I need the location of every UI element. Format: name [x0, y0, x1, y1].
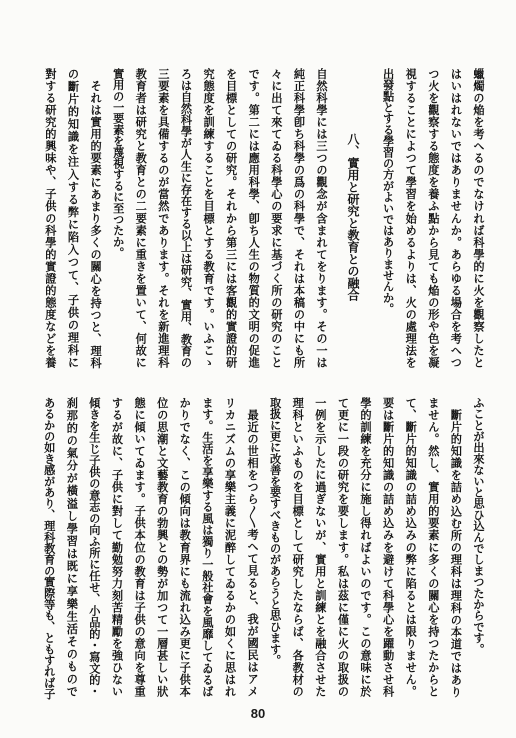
text-column: 純正科學卽ち科學の爲の科學で、それは本稿の中にも所: [292, 68, 307, 368]
text-column: あるかの如き感があり、理科教育の實際等も、ともすれば子: [42, 397, 57, 700]
text-column: 斷片的知識を詰め込む所の理科は理科の本道ではあり: [449, 408, 464, 697]
text-column: て更に一段の研究を要します。私は茲に僅に火の取扱の: [336, 397, 351, 697]
text-column: つ火を觀察する態度を養ふ點から見ても焔の形や色を凝: [426, 68, 441, 368]
text-column: ます。生活を享樂する風は獨り一般社會を風靡してゐるば: [200, 397, 215, 697]
text-column: 傾きを生じ子供の意志の向ふ所に任せ、小品的・寫文的・: [87, 397, 102, 697]
text-column: 位の思潮と文藝教育の勃興との勢が加つて一層甚しい狀: [155, 397, 170, 697]
text-column: それは實用的要素にあまり多くの關心を持つと、理科: [89, 79, 104, 368]
text-column: 實用の一要素を蔑視するに至つたか。: [111, 68, 126, 259]
text-column: ふことが出來ないと思ひ込んでしまつたからです。: [472, 397, 486, 655]
text-column: て、斷片的知識の詰め込みの弊に陷るとは限りません。: [404, 397, 419, 697]
text-column: 教育者は研究と教育との二要素に重きを置いて、何故に: [134, 68, 149, 368]
text-column: です。第二には應用科學、卽ち人生の物質的文明の促進: [247, 68, 262, 368]
text-column: 對する研究的興味や、子供の科學的實證的態度などを養: [43, 68, 58, 368]
text-column: 出發點とする學習の方がよいではありませんか。: [381, 68, 396, 315]
text-column: 刹那的の氣分が橫溢し學習は既に享樂生活そのもので: [65, 397, 80, 697]
text-column: リカニズムの享樂主義に泥醉してゐるかの如くに思はれ: [223, 397, 238, 697]
text-column: 要は斷片的知識の詰め込みを避けて科學心を躍動させ科: [381, 397, 396, 697]
text-column: 三要素を具備するのが當然であります。それを新進理科: [156, 68, 171, 368]
text-column: するが故に、子供に對して勤勉努力刻苦精勵を強ひない: [110, 397, 125, 697]
text-column: はいはれないではありませんか。あらゆる場合を考へつ: [449, 68, 464, 368]
lower-text-block: [38, 397, 490, 700]
text-column: 學的訓練を充分に施し得ればよいのです。この意味に於: [359, 397, 374, 697]
text-column: 取扱に更に改善を要すべきものがあらうと思ひます。: [268, 397, 283, 666]
upper-text-block: [39, 68, 490, 368]
text-column: 々に出て來てゐる科學心の要求に基づく所の研究のこと: [269, 68, 284, 368]
text-column: を目標としての研究。それから第三には客觀的實證的研: [224, 68, 239, 368]
text-column: 蠟燭の焔を考へるのでなければ科學的に火を觀察したと: [472, 68, 486, 368]
text-column: ません。然し、實用的要素に多くの關心を持つたからと: [426, 397, 441, 697]
text-column: の斷片的知識を注入する弊に陷入つて、子供の理科に: [66, 68, 81, 368]
text-column: 一例を示したに過ぎないが、實用と訓練とを融合させた: [313, 397, 328, 697]
section-heading: 八、實用と研究と教育との融合: [346, 133, 361, 301]
page-number: 80: [250, 706, 266, 721]
text-column: 視することによつて學習を始めるよりは、火の處理法を: [404, 68, 419, 368]
text-column: 究態度を訓練することを目標とする教育です。いふこゝ: [202, 68, 217, 368]
text-column: ろは自然科學が人生に存在する以上は研究、實用、教育の: [179, 68, 194, 368]
text-column: 最近の世相をつら〳〵考へて見ると、我が國民はアメ: [246, 408, 261, 697]
text-column: かりでなく、この傾向は教育界にも流れ込み更に子供本: [178, 397, 193, 697]
text-column: 理科といふものを目標として研究したならば、各教材の: [291, 397, 306, 697]
text-column: 自然科學には三つの觀念が含まれてをります。その一は: [315, 68, 330, 368]
text-column: 態に傾いてゐます。子供本位の教育は子供の意向を尊重: [133, 397, 148, 697]
